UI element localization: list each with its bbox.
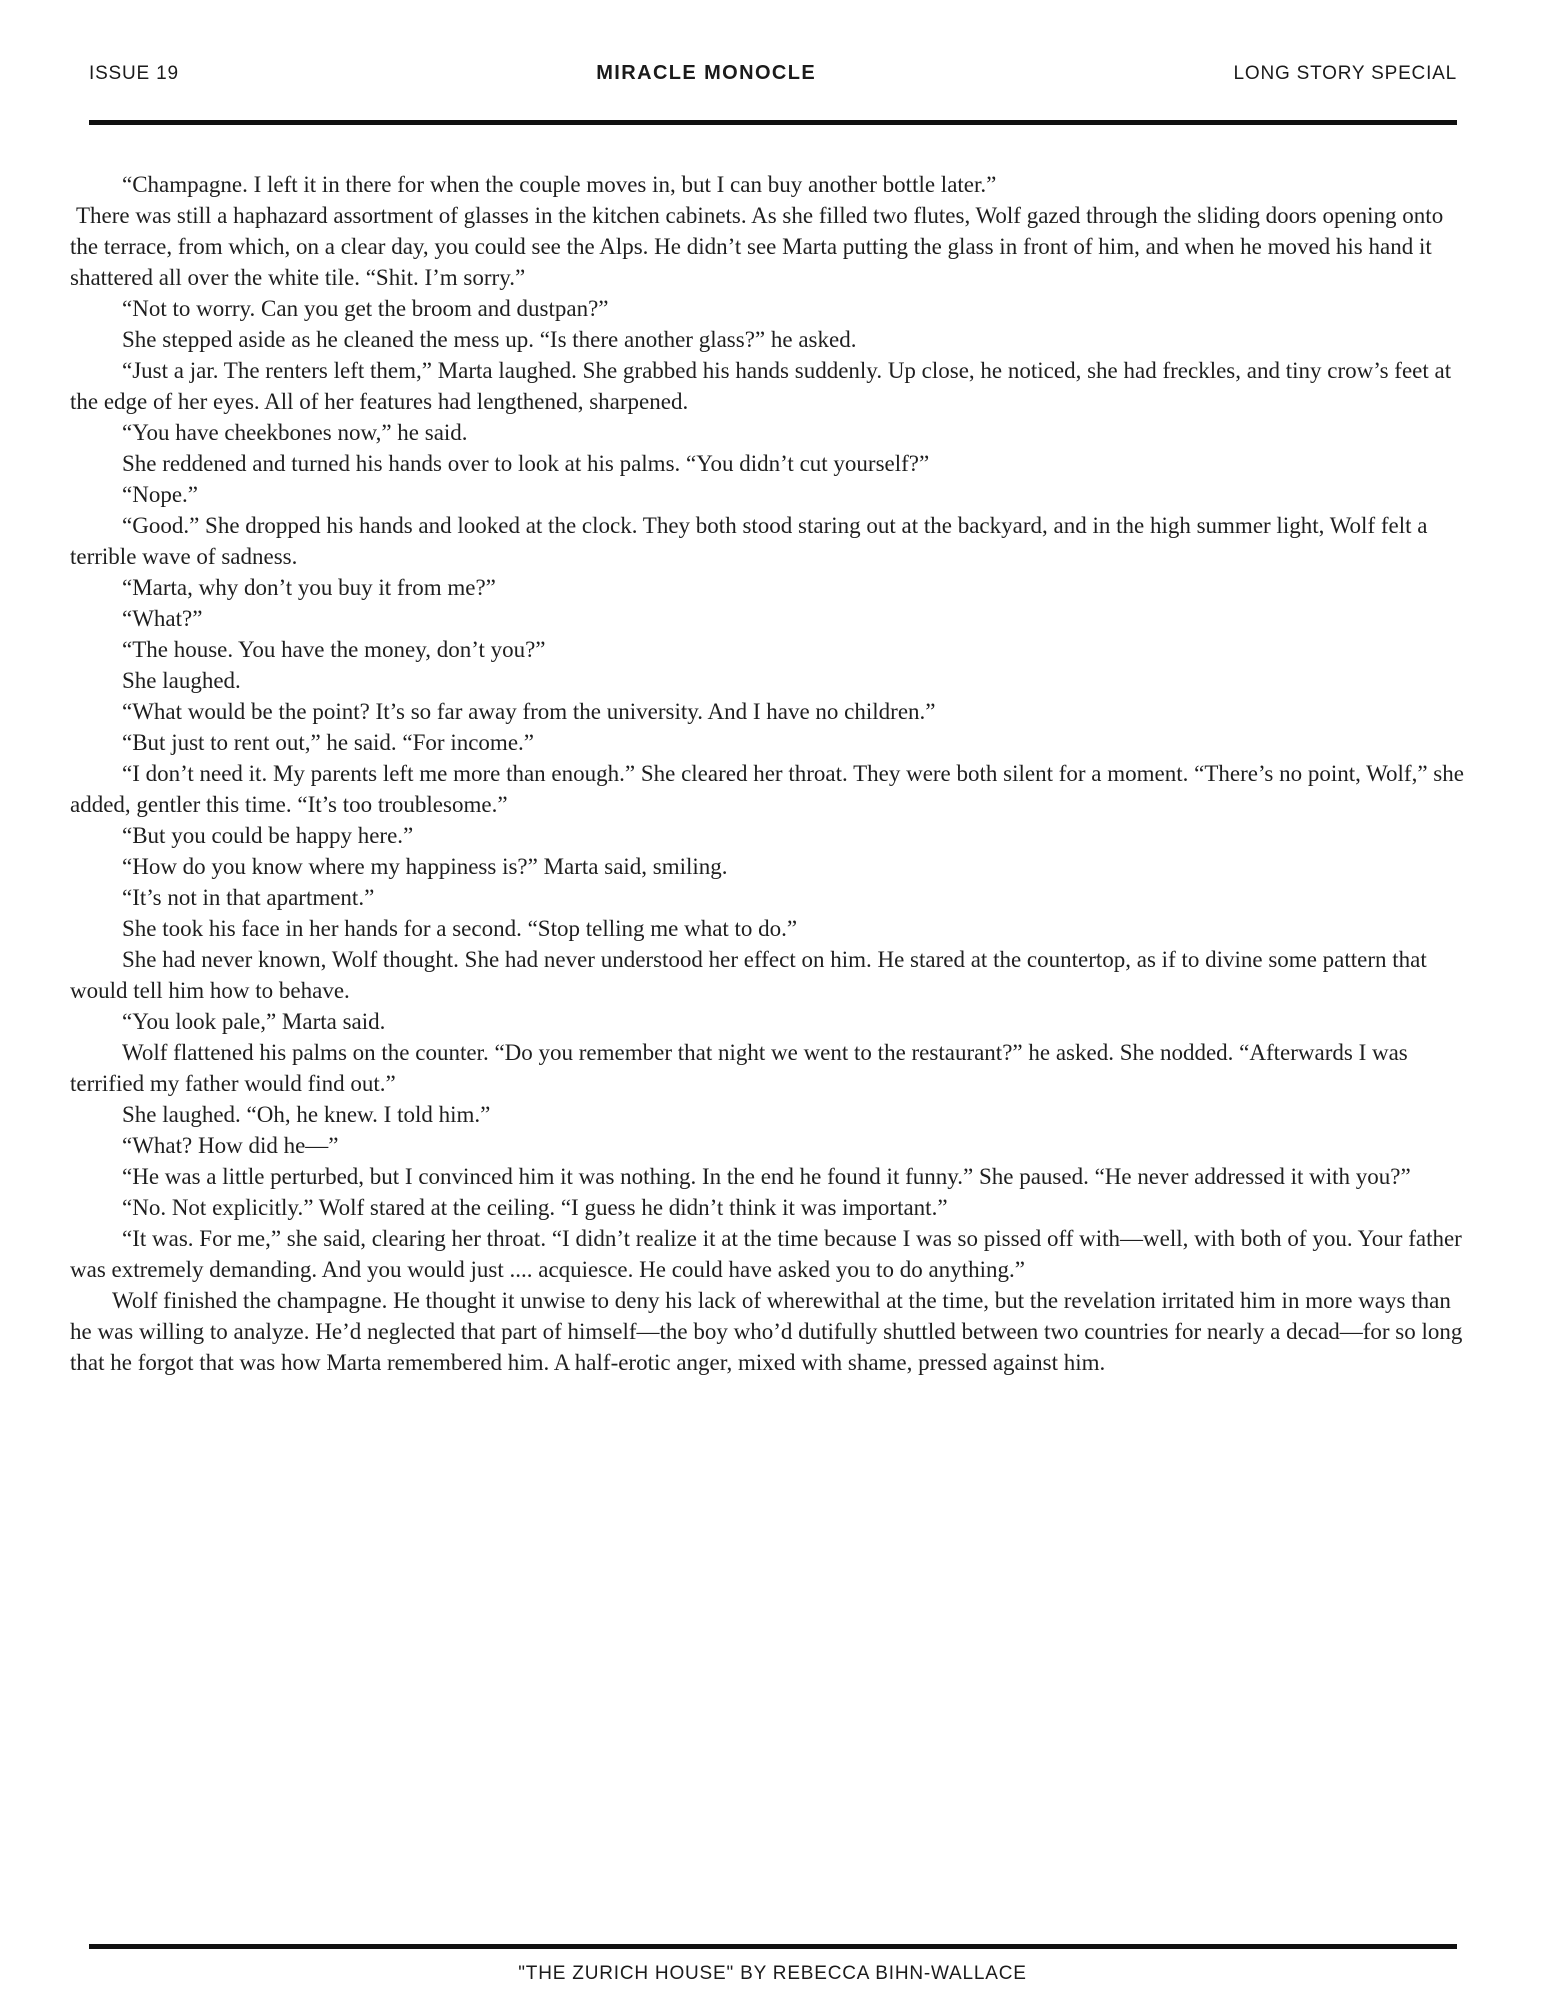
story-text: [70, 169, 1470, 1378]
story-paragraph: She took his face in her hands for a second. “Stop telling me what to do.”: [122, 916, 798, 941]
story-paragraph: “But you could be happy here.”: [122, 823, 414, 848]
story-paragraph: “Marta, why don’t you buy it from me?”: [122, 575, 496, 600]
story-paragraph: “Good.” She dropped his hands and looked at the clock. They both stood staring out at the backyard, and in the high summer light, Wolf felt a terrible wave of sadness.: [70, 513, 1428, 569]
story-paragraph: “I don’t need it. My parents left me more than enough.” She cleared her throat. They were both silent for a moment. “There’s no point, Wolf,” she added, gentler this time. “It’s too troublesome.”: [70, 761, 1464, 817]
footer-divider: [89, 1944, 1457, 1949]
story-paragraph: “How do you know where my happiness is?” Marta said, smiling.: [122, 854, 728, 879]
page-header: [89, 62, 1457, 85]
story-paragraph: “What would be the point? It’s so far away from the university. And I have no children.”: [122, 699, 936, 724]
story-byline: "THE ZURICH HOUSE" BY REBECCA BIHN-WALLACE: [518, 1963, 1027, 1984]
page-footer: [0, 1963, 1545, 1985]
story-paragraph: She reddened and turned his hands over to look at his palms. “You didn’t cut yourself?”: [122, 451, 930, 476]
story-paragraph: “No. Not explicitly.” Wolf stared at the ceiling. “I guess he didn’t think it was important.”: [122, 1195, 948, 1220]
story-paragraph: “What? How did he—”: [122, 1133, 339, 1158]
story-paragraph: “Not to worry. Can you get the broom and dustpan?”: [122, 296, 609, 321]
story-paragraph: “It’s not in that apartment.”: [122, 885, 375, 910]
story-paragraph: “Champagne. I left it in there for when the couple moves in, but I can buy another bottle later.”: [122, 172, 997, 197]
story-paragraph: Wolf finished the champagne. He thought it unwise to deny his lack of wherewithal at the time, but the revelation irritated him in more ways than he was willing to analyze. He’d neglected that part of himself—the boy who’d dutifully shuttled between two countries for nearly a decad—for so long that he forgot that was how Marta remembered him. A half-erotic anger, mixed with shame, pressed against him.: [70, 1288, 1463, 1375]
story-paragraph: “He was a little perturbed, but I convinced him it was nothing. In the end he found it funny.” She paused. “He never addressed it with you?”: [122, 1164, 1411, 1189]
header-divider: [89, 120, 1457, 125]
story-paragraph: She laughed.: [122, 668, 241, 693]
story-paragraph: “It was. For me,” she said, clearing her throat. “I didn’t realize it at the time because I was so pissed off with—well, with both of you. Your father was extremely demanding. And you would just .... acquiesce. He could have asked you to do anything.”: [70, 1226, 1462, 1282]
issue-label: ISSUE 19: [89, 63, 179, 84]
story-paragraph: “You look pale,” Marta said.: [122, 1009, 386, 1034]
edition-label: LONG STORY SPECIAL: [1233, 63, 1457, 84]
story-paragraph: “Nope.”: [122, 482, 198, 507]
story-paragraph: “The house. You have the money, don’t you?”: [122, 637, 546, 662]
story-paragraph: “You have cheekbones now,” he said.: [122, 420, 468, 445]
story-paragraph: She stepped aside as he cleaned the mess up. “Is there another glass?” he asked.: [122, 327, 857, 352]
story-paragraph: “But just to rent out,” he said. “For income.”: [122, 730, 534, 755]
story-paragraph: There was still a haphazard assortment of glasses in the kitchen cabinets. As she filled two flutes, Wolf gazed through the sliding doors opening onto the terrace, from which, on a clear day, you could see the Alps. He didn’t see Marta putting the glass in front of him, and when he moved his hand it shattered all over the white tile. “Shit. I’m sorry.”: [70, 203, 1444, 290]
story-paragraph: “What?”: [122, 606, 203, 631]
story-paragraph: Wolf flattened his palms on the counter. “Do you remember that night we went to the restaurant?” he asked. She nodded. “Afterwards I was terrified my father would find out.”: [70, 1040, 1408, 1096]
story-paragraph: She laughed. “Oh, he knew. I told him.”: [122, 1102, 491, 1127]
story-paragraph: She had never known, Wolf thought. She had never understood her effect on him. He stared at the countertop, as if to divine some pattern that would tell him how to behave.: [70, 947, 1427, 1003]
magazine-title: MIRACLE MONOCLE: [596, 62, 817, 84]
story-paragraph: “Just a jar. The renters left them,” Marta laughed. She grabbed his hands suddenly. Up close, he noticed, she had freckles, and tiny crow’s feet at the edge of her eyes. All of her features had lengthened, sharpened.: [70, 358, 1452, 414]
